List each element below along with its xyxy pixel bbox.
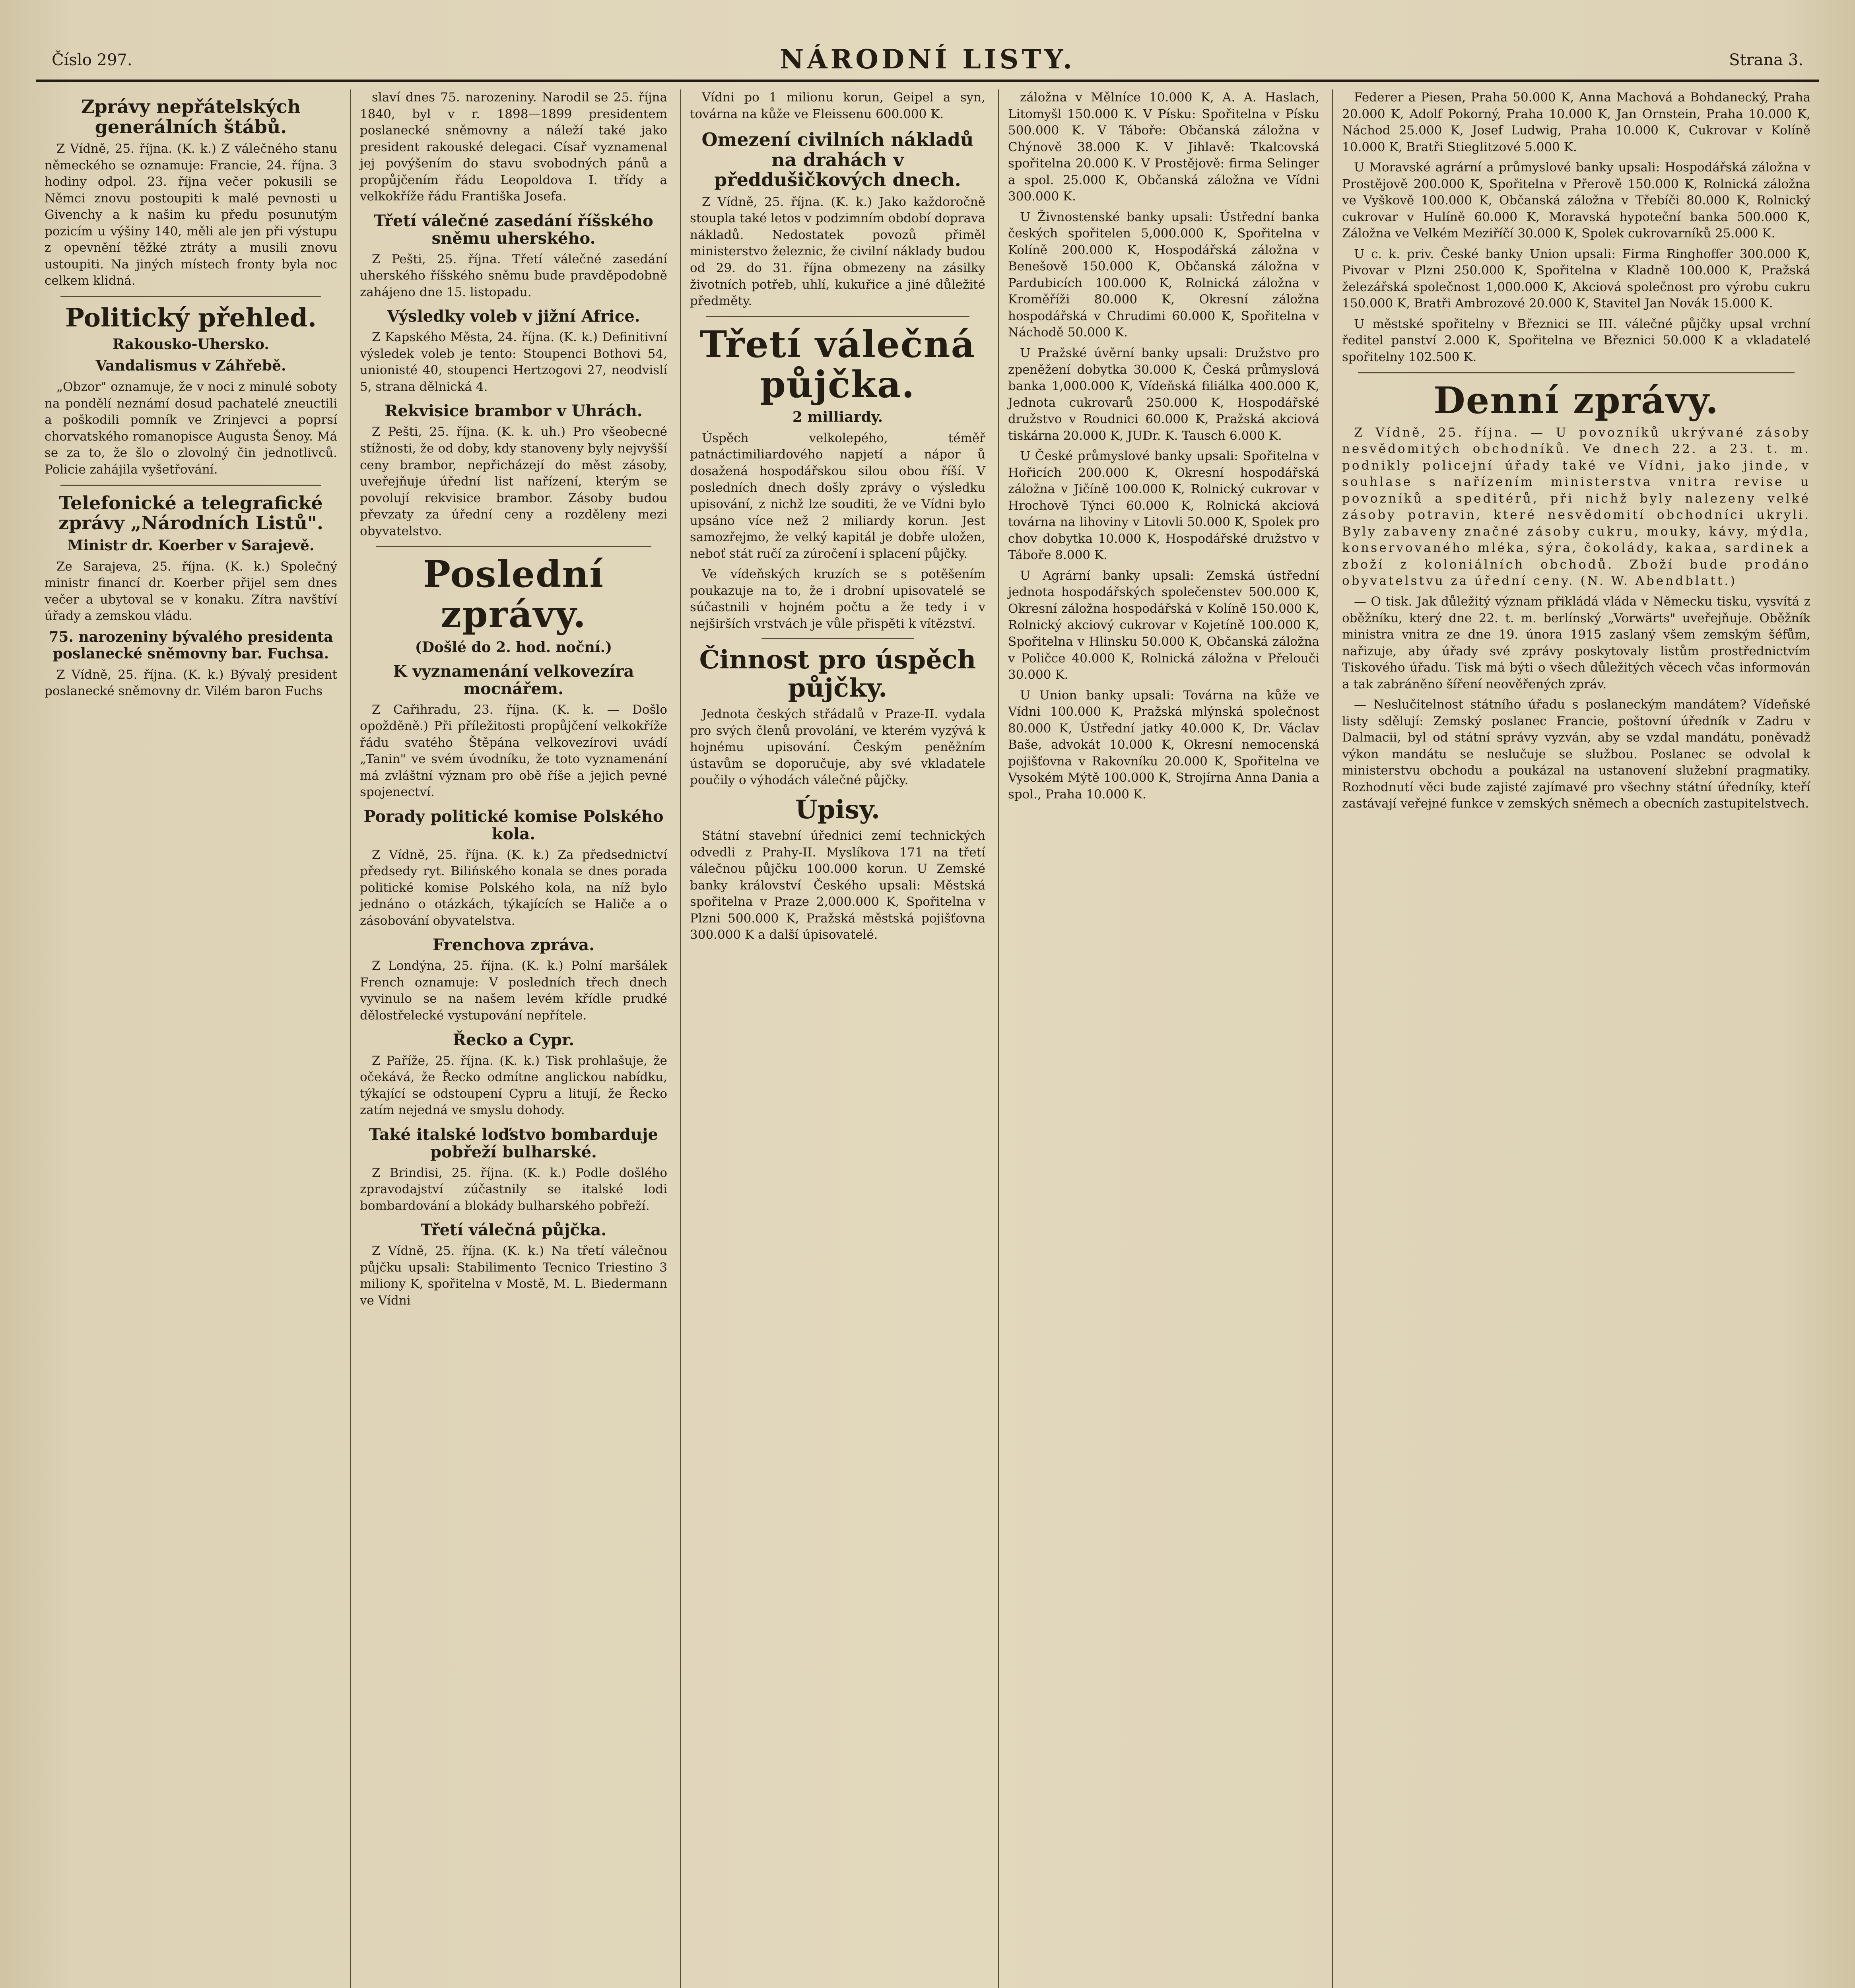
divider — [60, 485, 321, 486]
article-headline: Porady politické komise Polského kola. — [363, 807, 664, 843]
article-headline: Omezení civilních nákladů na drahách v předdušičkových dnech. — [701, 129, 974, 191]
divider — [761, 638, 914, 639]
article-paragraph: Z Brindisi, 25. října. (K. k.) Podle došlého zpravodajství zúčastnily se italské lodi bombardování a blokády bulharského pobřeží. — [360, 1165, 667, 1213]
section-headline: Činnost pro úspěch půjčky. — [699, 645, 976, 703]
article-paragraph: Státní stavební úřednici zemí technických odvedli z Prahy-II. Myslíkova 171 na třetí válečnou půjčku 100.000 korun. U Zemské banky království Českého upsali: Městská spořitelna v Praze 2,000.000 K, Spořitelna v Plzni 500.000 K, Pražská městská pojišťovna 300.000 K a další úpisovatelé. — [690, 829, 985, 942]
article-paragraph: Federer a Piesen, Praha 50.000 K, Anna Machová a Bohdanecký, Praha 20.000 K, Adolf Pokorný, Praha 10.000 K, Jan Ornstein, Praha 10.000 K, Náchod 25.000 K, Josef Ludwig, Praha 10.000 K, Cukrovar v Kolíně 10.000 K, Bratři Stieglitzové 5.000 K. — [1342, 90, 1810, 154]
article-headline: Také italské loďstvo bombarduje pobřeží bulharské. — [369, 1125, 658, 1161]
article-paragraph: slaví dnes 75. narozeniny. Narodil se 25. října 1840, byl v r. 1898—1899 presidentem poslanecké sněmovny a náleží také jako president rakouské delegaci. Císař vyznamenal jej povýšením do stavu svobodných pánů a propůjčením řádu Leopoldova I. třídy a velkokříže řádu Františka Josefa. — [360, 90, 667, 204]
article-paragraph: U České průmyslové banky upsali: Spořitelna v Hořicích 200.000 K, Okresní hospodářská záložna v Jičíně 100.000 K, Rolnický cukrovar v Hrochově Týnci 60.000 K, Rolnická akciová továrna na lihoviny v Litovli 50.000 K, Spolek pro chov dobytka 10.000 K, Hospodářské družstvo v Táboře 8.000 K. — [1008, 449, 1319, 563]
article-paragraph: Z Vídně, 25. října. (K. k.) Za předsednictví předsedy ryt. Bilińského konala se dnes porada politické komise Polského kola, na níž bylo jednáno o otázkách, týkajících se Haliče a o zásobování obyvatelstva. — [360, 847, 667, 928]
article-paragraph: Z Paříže, 25. října. (K. k.) Tisk prohlašuje, že očekává, že Řecko odmítne anglickou nabídku, týkající se odstoupení Cypru a litují, že Řecko zatím nejedná ve smyslu dohody. — [360, 1053, 667, 1118]
article-paragraph: U Živnostenské banky upsali: Ústřední banka českých spořitelen 5,000.000 K, Spořitelna v Kolíně 200.000 K, Hospodářská záložna v Benešově 150.000 K, Občanská záložna v Pardubicích 100.000 K, Rolnická záložna v Kroměříži 80.000 K, Okresní záložna hospodářská v Chrudimi 60.000 K, Spořitelna v Náchodě 50.000 K. — [1008, 210, 1319, 340]
column-3 — [680, 89, 994, 1988]
article-headline: Zprávy nepřátelských generálních štábů. — [81, 96, 301, 138]
column-2 — [350, 89, 676, 1988]
article-paragraph: Z Londýna, 25. října. (K. k.) Polní maršálek French oznamuje: V posledních třech dnech vyvinulo se na našem levém křídle prudké dělostřelecké vystupování nepřítele. — [360, 959, 667, 1023]
article-headline: Frenchova zpráva. — [432, 936, 595, 955]
divider — [376, 546, 651, 547]
section-headline: Poslední zprávy. — [423, 553, 604, 636]
article-paragraph: Z Vídně, 25. října. (K. k.) Na třetí válečnou půjčku upsali: Stabilimento Tecnico Triestino 3 miliony K, spořitelna v Mostě, M. L. Biedermann ve Vídni — [360, 1244, 667, 1308]
section-subheading: Rakousko-Uhersko. — [113, 336, 269, 353]
article-paragraph: Jednota českých střádalů v Praze-II. vydala pro svých členů provolání, ve kterém vyzývá k hojnému upisování. Českým peněžním ústavům se doporučuje, aby své vkladatele poučily o výhodách válečné půjčky. — [690, 707, 985, 788]
masthead — [36, 44, 1819, 82]
divider — [706, 316, 969, 317]
article-paragraph: záložna v Mělníce 10.000 K, A. A. Haslach, Litomyšl 150.000 K. V Písku: Spořitelna v Písku 500.000 K. V Táboře: Občanská záložna v Chýnově 38.000 K. V Jihlavě: Tkalcovská spořitelna 20.000 K. V Prostějově: firma Selinger a spol. 25.000 K, Občanská záložna ve Vídni 300.000 K. — [1008, 90, 1319, 204]
article-paragraph: — O tisk. Jak důležitý význam přikládá vláda v Německu tisku, vysvítá z oběžníku, který dne 22. t. m. berlínský „Vorwärts" uveřejňuje. Oběžník ministra vnitra ze dne 19. února 1915 zaslaný všem zemským šéfům, nařizuje, aby úřady své zprávy poskytovaly listům prostřednictvím Tiskového úřadu. Tisk má býti o všech důležitých věcech včas informován a tak zabráněno šíření neověřených zpráv. — [1342, 594, 1810, 691]
article-paragraph: Z Kapského Města, 24. října. (K. k.) Definitivní výsledek voleb je tento: Stoupenci Bothovi 54, unionisté 40, stoupenci Hertzogovi 27, neodvislí 5, strana dělnická 4. — [360, 330, 667, 394]
article-headline: Rekvisice brambor v Uhrách. — [385, 402, 643, 421]
article-subheading: Ministr dr. Koerber v Sarajevě. — [67, 537, 315, 554]
article-paragraph: — Neslučitelnost státního úřadu s poslaneckým mandátem? Vídeňské listy sdělují: Zemský poslanec Francie, poštovní úředník v Zadru v Dalmacii, byl od státní správy vyzván, aby se vzdal mandátu, poněvadž výkon mandátu se neslučuje se službou. Poslanec se odvolal k ministerstvu obchodu a poukázal na ustanovení služební pragmatiky. Rozhodnutí věci bude zajisté zajímavé pro všechny státní úředníky, kteří zastávají veřejné funkce v zemských sněmech a obecních zastupitelstvech. — [1342, 697, 1810, 811]
article-paragraph: Ze Sarajeva, 25. října. (K. k.) Společný ministr financí dr. Koerber přijel sem dnes večer a ubytoval se v konaku. Zítra navštíví úřady a zemskou vládu. — [45, 559, 337, 623]
column-1 — [36, 89, 346, 1988]
article-paragraph: U Pražské úvěrní banky upsali: Družstvo pro zpeněžení dobytka 30.000 K, Česká průmyslová banka 1,000.000 K, Vídeňská filiálka 400.000 K, Jednota cukrovarů 250.000 K, Hospodářské družstvo v Roudnici 60.000 K, Pražská akciová tiskárna 20.000 K, JUDr. K. Tausch 6.000 K. — [1008, 346, 1319, 443]
article-paragraph: „Obzor" oznamuje, že v noci z minulé soboty na pondělí neznámí dosud pachatelé zneuctili a poškodili pomník ve Zrinjevci a poprsí chorvatského romanopisce Augusta Šenoy. Má se za to, že šlo o zlovolný čin jednotlivců. Policie zahájila vyšetřování. — [45, 380, 337, 477]
article-paragraph: Z Vídně, 25. října. — U povozníků ukrývané zásoby nesvědomitých obchodníků. Ve dnech 22. a 23. t. m. podnikly policejní úřady také ve Vídni, jako jinde, v souhlase s nařízením ministerstva vnitra revise u povozníků a speditérů, při nichž byly nalezeny velké zásoby potravin, které nesvědomití obchodníci ukryli. Byly zabaveny značné zásoby cukru, mouky, kávy, mýdla, konservovaného mléka, sýra, čokolády, kakaa, sardinek a zboží z koloniálních obchodů. Zboží bude prodáno obyvatelstvu za úřední ceny. (N. W. Abendblatt.) — [1342, 425, 1810, 588]
section-subheading: 2 milliardy. — [792, 408, 883, 425]
article-subheading: Vandalismus v Záhřebě. — [95, 357, 286, 375]
article-paragraph: Vídni po 1 milionu korun, Geipel a syn, továrna na kůže ve Fleissenu 600.000 K. — [690, 90, 985, 121]
article-paragraph: U c. k. priv. České banky Union upsali: Firma Ringhoffer 300.000 K, Pivovar v Plzni 250.000 K, Spořitelna v Kladně 100.000 K, Pražská železářská společnost 1,000.000 K, Akciová společnost pro výrobu cukru 150.000 K, Bratři Ambrozové 20.000 K, Stavitel Jan Novák 15.000 K. — [1342, 247, 1810, 311]
section-headline: Úpisy. — [795, 794, 880, 825]
page-number: Strana 3. — [1729, 51, 1803, 69]
section-headline: Politický přehled. — [65, 303, 317, 333]
divider — [1358, 372, 1795, 373]
newspaper-title: NÁRODNÍ LISTY. — [780, 44, 1075, 75]
article-paragraph: U Moravské agrární a průmyslové banky upsali: Hospodářská záložna v Prostějově 200.000 K, Spořitelna v Přerově 150.000 K, Rolnická záložna ve Vyškově 100.000 K, Občanská záložna v Třebíči 80.000 K, Rolnický cukrovar v Hulíně 60.000 K, Moravská hypoteční banka 500.000 K, Záložna ve Velkém Meziříčí 30.000 K, Spolek cukrovarníků 25.000 K. — [1342, 160, 1810, 241]
article-headline: Třetí válečná půjčka. — [420, 1221, 607, 1240]
article-headline: Řecko a Cypr. — [453, 1030, 575, 1049]
article-headline: Třetí válečné zasedání říšského sněmu uherského. — [374, 211, 653, 248]
section-headline: Třetí válečná půjčka. — [699, 322, 976, 406]
article-paragraph: U Union banky upsali: Továrna na kůže ve Vídni 100.000 K, Pražská mlýnská společnost 80.000 K, Ústřední jatky 40.000 K, Dr. Václav Baše, advokát 10.000 K, Okresní nemocenská pojišťovna v Rakovníku 20.000 K, Spořitelna ve Vysokém Mýtě 100.000 K, Strojírna Anna Dania a spol., Praha 10.000 K. — [1008, 688, 1319, 802]
article-paragraph: Z Vídně, 25. října. (K. k.) Jako každoročně stoupla také letos v podzimním období doprava nákladů. Nedostatek povozů přiměl ministerstvo železnic, že civilní náklady budou od 29. do 31. října obmezeny na zásilky životních potřeb, uhlí, kukuřice a jiné důležité předměty. — [690, 194, 985, 309]
article-paragraph: Z Pešti, 25. října. (K. k. uh.) Pro všeobecné stížnosti, že od doby, kdy stanoveny byly nejvyšší ceny brambor, nepřicházejí do měst zásoby, uveřejňuje úřední list nařízení, kterým se povolují rekvisice brambor. Zásoby budou převzaty za úřední ceny a rozděleny mezi obyvatelstvo. — [360, 425, 667, 538]
section-subheading: (Došlé do 2. hod. noční.) — [415, 639, 612, 656]
article-headline: K vyznamenání velkovezíra mocnářem. — [393, 662, 634, 698]
article-paragraph: Úspěch velkolepého, téměř patnáctimiliardového napjetí a nápor ů dosažená hospodářskou silou obou říší. V posledních dnech došly zprávy o výsledku upisování, z nichž lze souditi, že ve Vídni bylo upsáno více než 2 miliardy korun. Jest samozřejmo, že velký kapitál je dobře uložen, neboť stát ručí za zúročení i splacení půjčky. — [690, 431, 985, 561]
article-paragraph: U Agrární banky upsali: Zemská ústřední jednota hospodářských společenstev 500.000 K, Okresní záložna hospodářská v Kolíně 150.000 K, Rolnický akciový cukrovar v Kojetíně 100.000 K, Spořitelna v Hlinsku 50.000 K, Občanská záložna v Poličce 40.000 K, Rolnická záložna v Přelouči 30.000 K. — [1008, 568, 1319, 682]
section-headline: Denní zprávy. — [1433, 379, 1719, 422]
article-subheading: 75. narozeniny bývalého presidenta poslanecké sněmovny bar. Fuchsa. — [49, 628, 333, 662]
issue-number: Číslo 297. — [52, 51, 132, 69]
section-headline: Telefonické a telegrafické zprávy „Národních Listů". — [58, 492, 323, 534]
column-5 — [1332, 89, 1819, 1988]
article-paragraph: Z Vídně, 25. října. (K. k.) Z válečného stanu německého se oznamuje: Francie, 24. října. 3 hodiny odpol. 23. října večer pokusili se Němci znovu postoupiti k malé pevnosti u Givenchy a k našim ku předu posunutým pozicím u výšiny 140, měli ale jen při výstupu z opevnění těžké ztráty a musili znovu ustoupiti. Na jiných místech fronty byla noc celkem klidná. — [45, 142, 337, 288]
article-paragraph: Z Cařihradu, 23. října. (K. k. — Došlo opožděně.) Při příležitosti propůjčení velkokříže řádu svatého Štěpána velkovezírovi uvádí „Tanin" ve svém úvodníku, že toto vyznamenání má zvláštní význam pro obě říše a jejich pevné spojenectví. — [360, 702, 667, 800]
column-4 — [998, 89, 1328, 1988]
article-headline: Výsledky voleb v jižní Africe. — [387, 307, 640, 326]
article-paragraph: Z Vídně, 25. října. (K. k.) Bývalý president poslanecké sněmovny dr. Vilém baron Fuchs — [45, 667, 337, 699]
divider — [60, 296, 321, 297]
article-paragraph: Ve vídeňských kruzích se s potěšením poukazuje na to, že i drobní upisovatelé se súčastnili v hojném počtu a že tedy i v nejširších vrstvách je vůle přispěti k vítězství. — [690, 567, 985, 631]
article-paragraph: Z Pešti, 25. října. Třetí válečné zasedání uherského říšského sněmu bude pravděpodobně zahájeno dne 15. listopadu. — [360, 252, 667, 299]
article-paragraph: U městské spořitelny v Březnici se III. válečné půjčky upsal vrchní ředitel panství 2.000 K, Spořitelna ve Březnici 50.000 K a vkladatelé spořitelny 102.500 K. — [1342, 316, 1810, 364]
